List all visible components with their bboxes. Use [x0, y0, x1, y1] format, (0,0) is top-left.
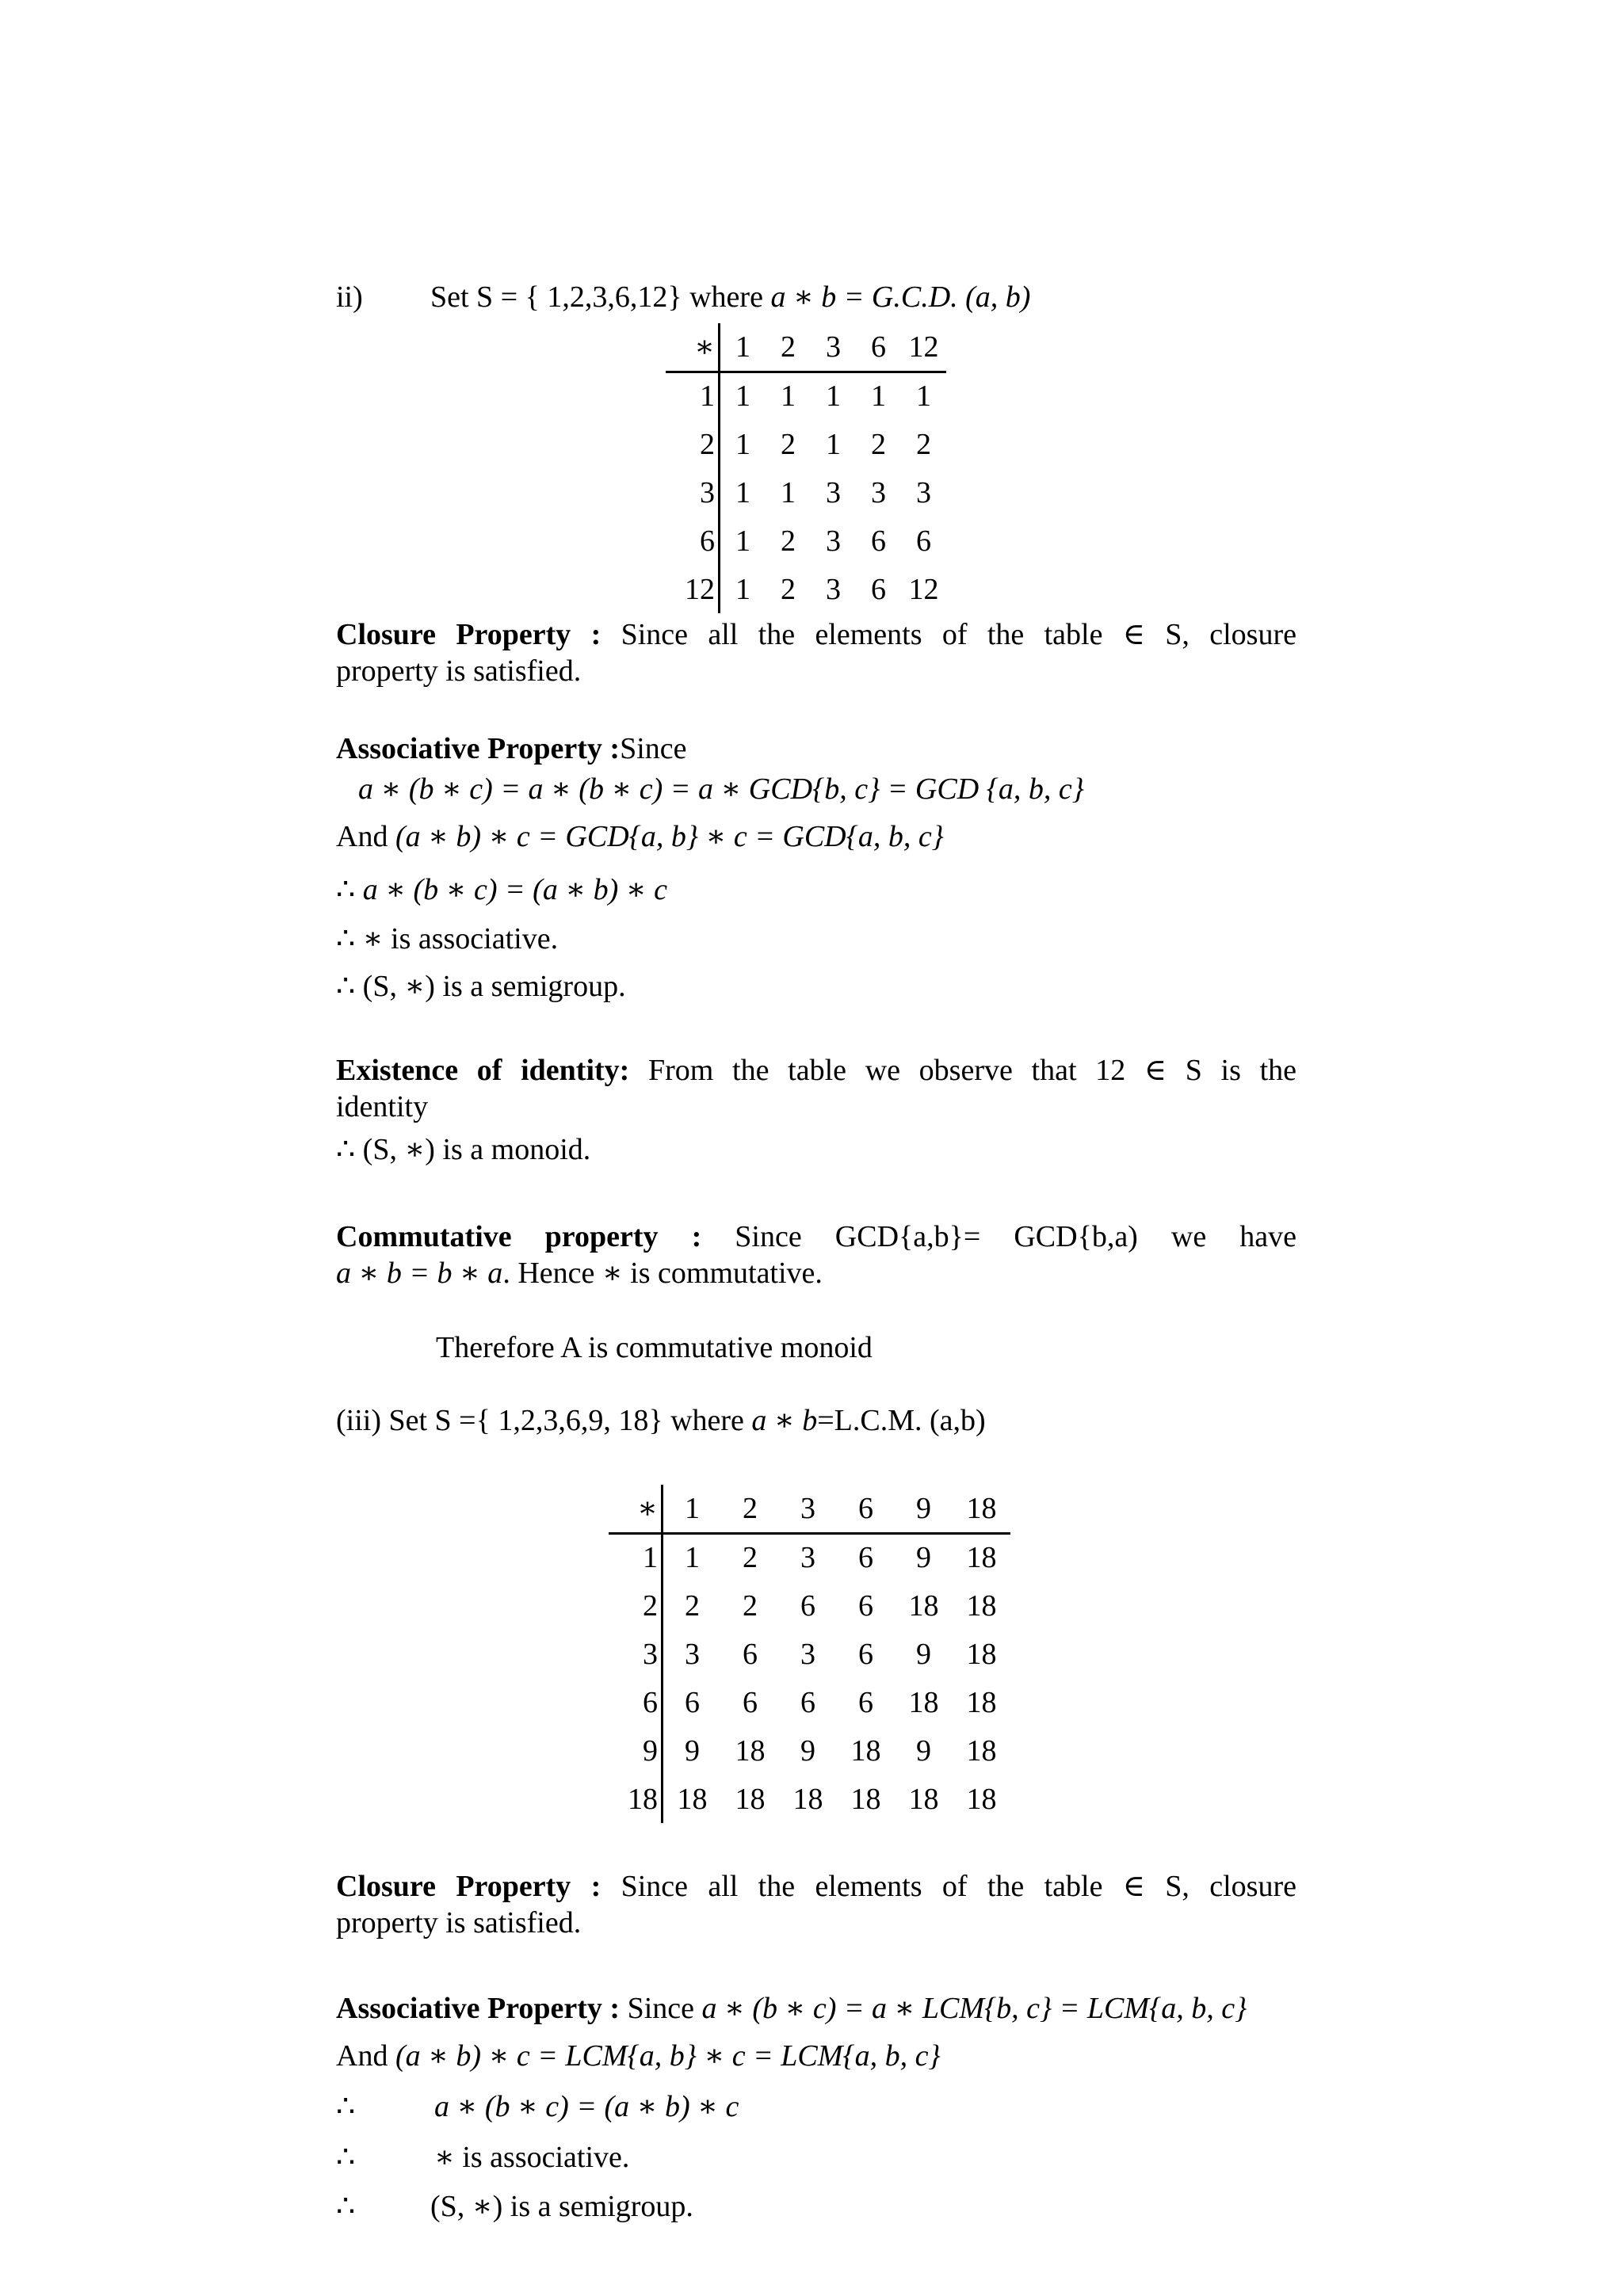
- gcd-operation-table: [666, 323, 946, 613]
- associative-line: ∗ is associative.: [434, 2141, 630, 2174]
- identity-text: From the table we observe that 12 ∈ S is the: [629, 1054, 1296, 1087]
- table-cell: 18: [908, 1782, 939, 1816]
- table-row: [609, 1775, 1010, 1823]
- table-cell: 1: [735, 379, 750, 414]
- table-cell: 1: [685, 1541, 700, 1575]
- table-cell: 1: [916, 379, 931, 414]
- table-cell: 9: [685, 1733, 700, 1768]
- commutative-paragraph: [336, 1219, 1296, 1291]
- table-cell: 18: [792, 1782, 823, 1816]
- assoc-equation-1: a ∗ (b ∗ c) = a ∗ LCM{b, c} = LCM{a, b, c}: [701, 1992, 1247, 2025]
- row-header: 6: [609, 1678, 663, 1726]
- row-header: 3: [666, 468, 720, 517]
- table-cell: 1: [735, 524, 750, 558]
- table-cell: 2: [781, 524, 796, 558]
- column-header: 9: [895, 1485, 953, 1533]
- and-word: And: [336, 820, 395, 853]
- table-cell: 1: [735, 475, 750, 509]
- column-header: 1: [663, 1485, 722, 1533]
- table-cell: 18: [908, 1685, 939, 1719]
- column-header: 3: [779, 1485, 837, 1533]
- table-cell: 6: [685, 1685, 700, 1719]
- table-cell: 2: [871, 427, 886, 461]
- heading-text: Set S = { 1,2,3,6,12} where: [430, 280, 771, 314]
- row-header: 3: [609, 1630, 663, 1678]
- column-header: 6: [837, 1485, 895, 1533]
- table-cell: 6: [743, 1685, 758, 1719]
- assoc-heading: [336, 730, 687, 767]
- table-cell: 3: [826, 572, 841, 606]
- column-header: 12: [901, 323, 946, 372]
- closure-title: Closure Property :: [336, 618, 601, 651]
- assoc-heading-3: [336, 1990, 1247, 2027]
- table-cell: 1: [826, 379, 841, 414]
- row-header: 1: [609, 1533, 663, 1581]
- table-cell: 18: [908, 1589, 939, 1623]
- identity-title: Existence of identity:: [336, 1054, 630, 1087]
- assoc-equation-2-line: [336, 2038, 941, 2074]
- table-cell: 1: [735, 427, 750, 461]
- closure-paragraph: [336, 616, 1296, 689]
- table-cell: 2: [685, 1589, 700, 1623]
- table-row: [666, 420, 946, 468]
- assoc-title: Associative Property :: [336, 732, 621, 765]
- table-cell: 18: [735, 1782, 766, 1816]
- table-cell: 18: [850, 1782, 881, 1816]
- table-row: [609, 1630, 1010, 1678]
- table-row: [609, 1726, 1010, 1775]
- comm-rest: . Hence ∗ is commutative.: [502, 1257, 823, 1290]
- therefore-line-2: ∴ ∗ is associative.: [336, 922, 559, 955]
- table-row: [666, 468, 946, 517]
- column-header: 18: [953, 1485, 1010, 1533]
- table-cell: 6: [871, 524, 886, 558]
- row-header: 2: [666, 420, 720, 468]
- monoid-line: ∴ (S, ∗) is a monoid.: [336, 1133, 591, 1166]
- row-header: 1: [666, 372, 720, 420]
- table-cell: 3: [826, 524, 841, 558]
- heading-math: a ∗ b = G.C.D. (a, b): [770, 280, 1031, 314]
- closure-text: Since all the elements of the table ∈ S, closure: [601, 618, 1296, 651]
- assoc-since: Since: [620, 1992, 702, 2025]
- table-cell: 6: [858, 1589, 873, 1623]
- table-cell: 2: [781, 427, 796, 461]
- table-cell: 3: [800, 1637, 815, 1671]
- column-header: 1: [720, 323, 766, 372]
- table-cell: 6: [858, 1637, 873, 1671]
- therefore-symbol: ∴: [336, 873, 363, 906]
- closure-paragraph-3: [336, 1868, 1296, 1941]
- conclusion-line: Therefore A is commutative monoid: [436, 1331, 873, 1364]
- therefore-line-3: ∴ (S, ∗) is a semigroup.: [336, 970, 626, 1003]
- table-cell: 1: [826, 427, 841, 461]
- heading-text: (iii) Set S ={ 1,2,3,6,9, 18} where: [336, 1404, 752, 1437]
- table-cell: 6: [800, 1589, 815, 1623]
- therefore-symbol: ∴: [336, 2090, 356, 2123]
- table-cell: 3: [685, 1637, 700, 1671]
- table-cell: 1: [781, 475, 796, 509]
- row-header: 18: [609, 1775, 663, 1823]
- table-cell: 6: [916, 524, 931, 558]
- row-header: 12: [666, 565, 720, 613]
- semigroup-line: (S, ∗) is a semigroup.: [430, 2190, 693, 2223]
- identity-text-2: identity: [336, 1090, 429, 1123]
- closure-title: Closure Property :: [336, 1870, 601, 1903]
- therefore-symbol: ∴: [336, 2190, 356, 2223]
- operator-symbol: ∗: [609, 1485, 663, 1533]
- table-cell: 3: [871, 475, 886, 509]
- table-row: [609, 1581, 1010, 1630]
- table-cell: 1: [781, 379, 796, 414]
- table-row: [666, 372, 946, 420]
- table-cell: 18: [850, 1733, 881, 1768]
- table-cell: 9: [800, 1733, 815, 1768]
- therefore-line-1: [336, 871, 667, 908]
- table-cell: 6: [800, 1685, 815, 1719]
- table-cell: 2: [743, 1589, 758, 1623]
- table-cell: 1: [871, 379, 886, 414]
- table-cell: 2: [916, 427, 931, 461]
- lcm-operation-table: [609, 1485, 1010, 1823]
- part2-heading: [430, 279, 1030, 315]
- table-row: [609, 1678, 1010, 1726]
- therefore-symbol: ∴: [336, 2141, 356, 2174]
- column-header: 6: [856, 323, 901, 372]
- column-header: 2: [766, 323, 811, 372]
- table-cell: 3: [826, 475, 841, 509]
- table-cell: 18: [966, 1733, 997, 1768]
- assoc-title: Associative Property :: [336, 1992, 621, 2025]
- table-cell: 6: [743, 1637, 758, 1671]
- comm-title: Commutative property :: [336, 1220, 702, 1253]
- heading-math: a ∗ b: [751, 1404, 818, 1437]
- table-header-row: [666, 323, 946, 372]
- table-cell: 1: [735, 572, 750, 606]
- closure-text-2: property is satisfied.: [336, 654, 582, 688]
- table-row: [609, 1533, 1010, 1581]
- closure-text: Since all the elements of the table ∈ S, closure: [601, 1870, 1296, 1903]
- table-cell: 6: [871, 572, 886, 606]
- table-cell: 2: [781, 572, 796, 606]
- closure-text-2: property is satisfied.: [336, 1906, 582, 1939]
- identity-paragraph: [336, 1052, 1296, 1125]
- part3-heading: [336, 1402, 986, 1439]
- table-cell: 9: [916, 1637, 931, 1671]
- comm-math: a ∗ b = b ∗ a: [336, 1257, 503, 1290]
- therefore-equation: a ∗ (b ∗ c) = (a ∗ b) ∗ c: [434, 2090, 739, 2123]
- table-cell: 18: [966, 1685, 997, 1719]
- assoc-equation-2: (a ∗ b) ∗ c = GCD{a, b} ∗ c = GCD{a, b, c}: [395, 820, 944, 853]
- table-header-row: [609, 1485, 1010, 1533]
- column-header: 3: [811, 323, 856, 372]
- comm-text: Since GCD{a,b}= GCD{b,a) we have: [701, 1220, 1296, 1253]
- therefore-equation: a ∗ (b ∗ c) = (a ∗ b) ∗ c: [362, 873, 667, 906]
- table-cell: 9: [916, 1733, 931, 1768]
- heading-tail: =L.C.M. (a,b): [817, 1404, 986, 1437]
- row-header: 9: [609, 1726, 663, 1775]
- table-cell: 18: [735, 1733, 766, 1768]
- assoc-equation-1: a ∗ (b ∗ c) = a ∗ (b ∗ c) = a ∗ GCD{b, c} = GCD {a, b, c}: [358, 772, 1084, 806]
- table-row: [666, 517, 946, 565]
- and-word: And: [336, 2039, 395, 2073]
- table-cell: 6: [858, 1685, 873, 1719]
- assoc-equation-2-line: [336, 818, 944, 855]
- table-row: [666, 565, 946, 613]
- operator-symbol: ∗: [666, 323, 720, 372]
- assoc-since: Since: [620, 732, 687, 765]
- table-cell: 18: [966, 1589, 997, 1623]
- table-cell: 9: [916, 1541, 931, 1575]
- row-header: 2: [609, 1581, 663, 1630]
- assoc-equation-2: (a ∗ b) ∗ c = LCM{a, b} ∗ c = LCM{a, b, c}: [395, 2039, 941, 2073]
- table-cell: 3: [916, 475, 931, 509]
- table-cell: 12: [908, 572, 939, 606]
- table-cell: 3: [800, 1541, 815, 1575]
- column-header: 2: [721, 1485, 779, 1533]
- table-cell: 18: [966, 1782, 997, 1816]
- table-cell: 2: [743, 1541, 758, 1575]
- part-label: ii): [336, 280, 363, 314]
- table-cell: 18: [966, 1637, 997, 1671]
- row-header: 6: [666, 517, 720, 565]
- table-cell: 18: [966, 1541, 997, 1575]
- table-cell: 6: [858, 1541, 873, 1575]
- table-cell: 18: [677, 1782, 708, 1816]
